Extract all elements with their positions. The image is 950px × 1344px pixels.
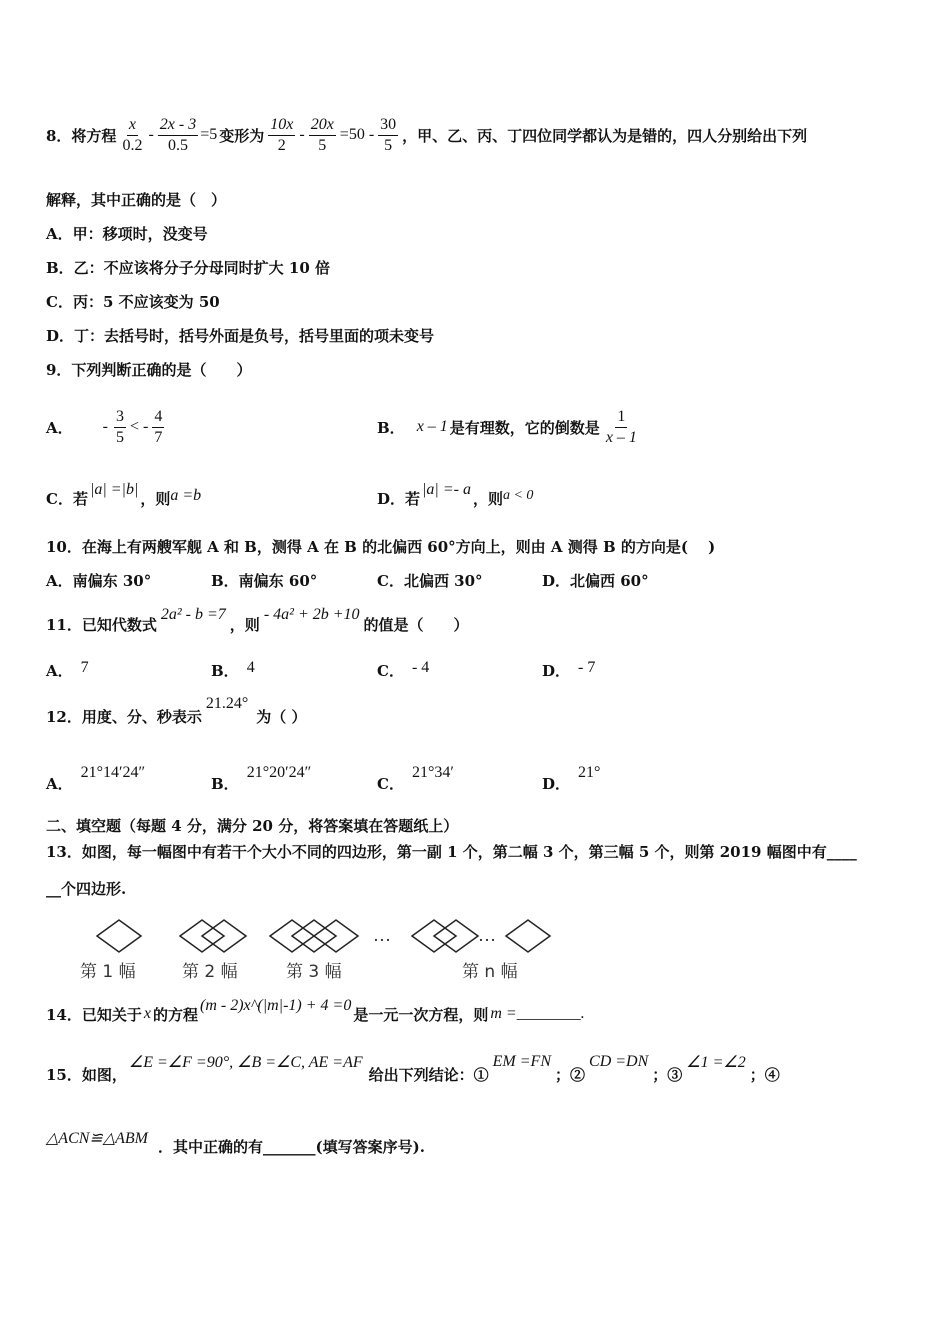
q13-line2: __个四边形. [46,880,127,898]
q9-a-frac1: $\frac{3}{5}$ [115,407,124,446]
q9-option-d: D．若 |a| =- a ，则 a < 0 [377,481,534,508]
rhombus [97,920,141,952]
q8-frac3: $\frac{10x}{2}$ [270,115,294,154]
q8-prefix: 8．将方程 [46,126,117,145]
q12-option-c: C． 21°34′ [377,764,454,793]
q8-line2: 解释，其中正确的是（ ） [46,191,227,209]
q8-option-a: A．甲：移项时，没变号 [46,225,208,243]
q12-option-a: A． 21°14′24″ [46,764,146,793]
q11-stem: 11．已知代数式 2a² - b =7 ，则 - 4a² + 2b +10 的值是（ ） [46,606,469,634]
fig-label-1: 第 1 幅 [80,962,136,982]
section-title: 二、填空题（每题 4 分，满分 20 分，将答案填在答题纸上） [46,817,459,835]
q8-frac5: $\frac{30}{5}$ [380,115,397,154]
fig-label-2: 第 2 幅 [182,962,238,982]
ellipsis: … [478,925,496,945]
q9-a-frac2: $\frac{4}{7}$ [154,407,163,446]
q11-option-c: C． - 4 [377,659,430,680]
q9-option-c: C．若 |a| =|b| ，则 a =b [46,481,202,508]
q12-option-d: D． 21° [542,764,601,793]
q13-figure [70,912,570,984]
q13-line1: 13．如图，每一幅图中有若干个大小不同的四边形，第一副 1 个，第二幅 3 个，第三幅 5 个，则第 2019 幅图中有____ [46,843,857,861]
q9-option-a: A． - $\frac{3}{5}$ < - $\frac{4}{7}$ [46,407,163,446]
q15-line1: 15．如图， ∠E =∠F =90°, ∠B =∠C, AE =AF 给出下列结论：① EM =FN ；② CD =DN ；③ ∠1 =∠2 ；④ [46,1053,780,1084]
rhombus [506,920,550,952]
q10-option-b: B．南偏东 60° [211,572,318,590]
q9-option-b: B． x – 1 是有理数，它的倒数是 $\frac{1}{x - 1}$ [377,407,637,446]
q8-option-b: B．乙：不应该将分子分母同时扩大 10 倍 [46,259,330,277]
q10-option-c: C．北偏西 30° [377,572,483,590]
q8-frac1: $\frac{x}{0.2}$ [122,115,143,154]
q9-b-frac: $\frac{1}{x - 1}$ [605,407,637,446]
q14-stem: 14．已知关于 x 的方程 (m - 2)x^(|m|-1) + 4 =0 是一元一次方程，则 m =________. [46,997,585,1024]
q9-stem: 9．下列判断正确的是（ ） [46,361,252,379]
q11-option-b: B． 4 [211,659,255,680]
q8-frac2: $\frac{2x - 3}{0.5}$ [159,115,197,154]
q10-option-d: D．北偏西 60° [542,572,649,590]
ellipsis: … [373,925,391,945]
q8-line1: 8．将方程 $\frac{x}{0.2}$ - $\frac{2x - 3}{0.5}$ =5 变形为 $\frac{10x}{2}$ - $\frac{20x}{5}$ =50 - $\frac{30}{5}$ ，甲、乙、丙、丁四位同学都认为是错的，四人分别给出下列 [46,115,808,154]
q10-stem: 10．在海上有两艘军舰 A 和 B，测得 A 在 B 的北偏西 60°方向上，则由 A 测得 B 的方向是( ) [46,538,716,556]
q12-option-b: B． 21°20′24″ [211,764,312,793]
fig-label-3: 第 3 幅 [286,962,342,982]
q8-option-c: C．丙：5 不应该变为 50 [46,293,220,311]
fig-label-n: 第 n 幅 [462,962,518,982]
q12-stem: 12．用度、分、秒表示 21.24° 为（ ） [46,695,307,726]
q8-option-d: D．丁：去括号时，括号外面是负号，括号里面的项未变号 [46,327,435,345]
q11-option-a: A． 7 [46,659,89,680]
q11-option-d: D． - 7 [542,659,596,680]
q15-line2: △ACN≌△ABM ．其中正确的有_______(填写答案序号). [46,1130,425,1156]
q8-frac4: $\frac{20x}{5}$ [310,115,334,154]
q10-option-a: A．南偏东 30° [46,572,152,590]
